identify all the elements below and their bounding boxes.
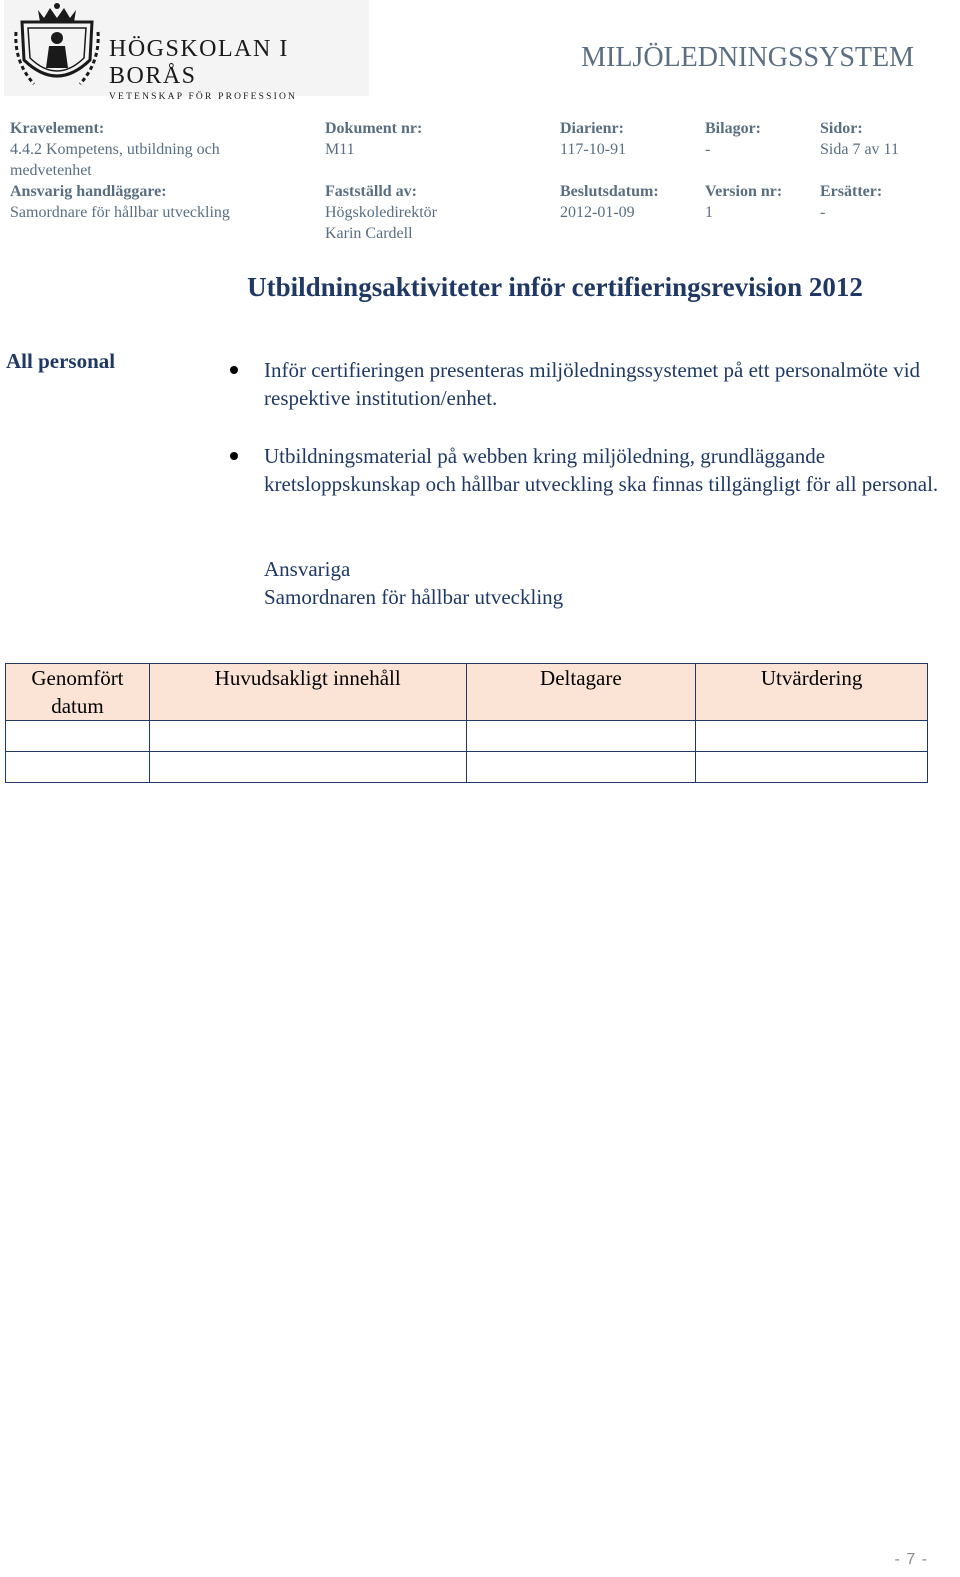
table-cell <box>466 721 696 752</box>
sidor-value: Sida 7 av 11 <box>820 141 899 158</box>
responsible-block <box>264 555 563 611</box>
bullet-list <box>264 356 958 528</box>
diarienr-label: Diarienr: <box>560 120 624 137</box>
page-number: - 7 - <box>894 1551 928 1568</box>
logo-sub-text: VETENSKAP FÖR PROFESSION <box>109 92 298 102</box>
list-item: Utbildningsmaterial på webben kring miljöledning, grundläggande kretsloppskunskap och hållbar utveckling ska finnas tillgängligt för all personal. <box>264 442 958 498</box>
faststalld-label: Fastställd av: <box>325 183 417 200</box>
ersatter-value: - <box>820 204 826 221</box>
sidor-label: Sidor: <box>820 120 863 137</box>
table-header-row <box>6 664 928 721</box>
responsible-value: Samordnaren för hållbar utveckling <box>264 585 564 609</box>
kravelement-label: Kravelement: <box>10 120 105 137</box>
column-header: Huvudsakligt innehåll <box>149 664 466 721</box>
diarienr-value: 117-10-91 <box>560 141 627 158</box>
column-header: Deltagare <box>466 664 696 721</box>
table-cell <box>6 721 150 752</box>
table-cell <box>149 752 466 783</box>
document-meta <box>10 118 940 244</box>
beslutsdatum-value: 2012-01-09 <box>560 204 635 221</box>
version-label: Version nr: <box>705 183 783 200</box>
audience-label: All personal <box>6 349 116 373</box>
logo-wordmark <box>109 36 369 102</box>
table-cell <box>696 721 928 752</box>
ersatter-label: Ersätter: <box>820 183 883 200</box>
activity-table <box>5 663 928 783</box>
ansvarig-value: Samordnare för hållbar utveckling <box>10 204 230 221</box>
system-title: MILJÖLEDNINGSSYSTEM <box>581 42 914 73</box>
kravelement-value-cont: medvetenhet <box>10 162 92 179</box>
table-row <box>6 721 928 752</box>
column-header: Utvärdering <box>696 664 928 721</box>
faststalld-value: Högskoledirektör <box>325 204 437 221</box>
logo <box>4 0 369 102</box>
table-cell <box>466 752 696 783</box>
table-row <box>6 752 928 783</box>
table-cell <box>6 752 150 783</box>
list-item: Inför certifieringen presenteras miljöledningssystemet på ett personalmöte vid respektive institution/enhet. <box>264 356 958 412</box>
ansvarig-label: Ansvarig handläggare: <box>10 183 167 200</box>
beslutsdatum-label: Beslutsdatum: <box>560 183 659 200</box>
faststalld-value-cont: Karin Cardell <box>325 225 413 242</box>
table-cell <box>149 721 466 752</box>
bilagor-label: Bilagor: <box>705 120 761 137</box>
column-header: Genomfört datum <box>6 664 150 721</box>
responsible-label: Ansvariga <box>264 557 351 581</box>
table-cell <box>696 752 928 783</box>
logo-main-text: HÖGSKOLAN I BORÅS <box>109 36 289 89</box>
kravelement-value: 4.4.2 Kompetens, utbildning och <box>10 141 220 158</box>
dokument-value: M11 <box>325 141 355 158</box>
crest-icon <box>14 2 100 94</box>
bilagor-value: - <box>705 141 711 158</box>
version-value: 1 <box>705 204 713 221</box>
dokument-label: Dokument nr: <box>325 120 423 137</box>
page-heading: Utbildningsaktiviteter inför certifieringsrevision 2012 <box>247 272 863 302</box>
